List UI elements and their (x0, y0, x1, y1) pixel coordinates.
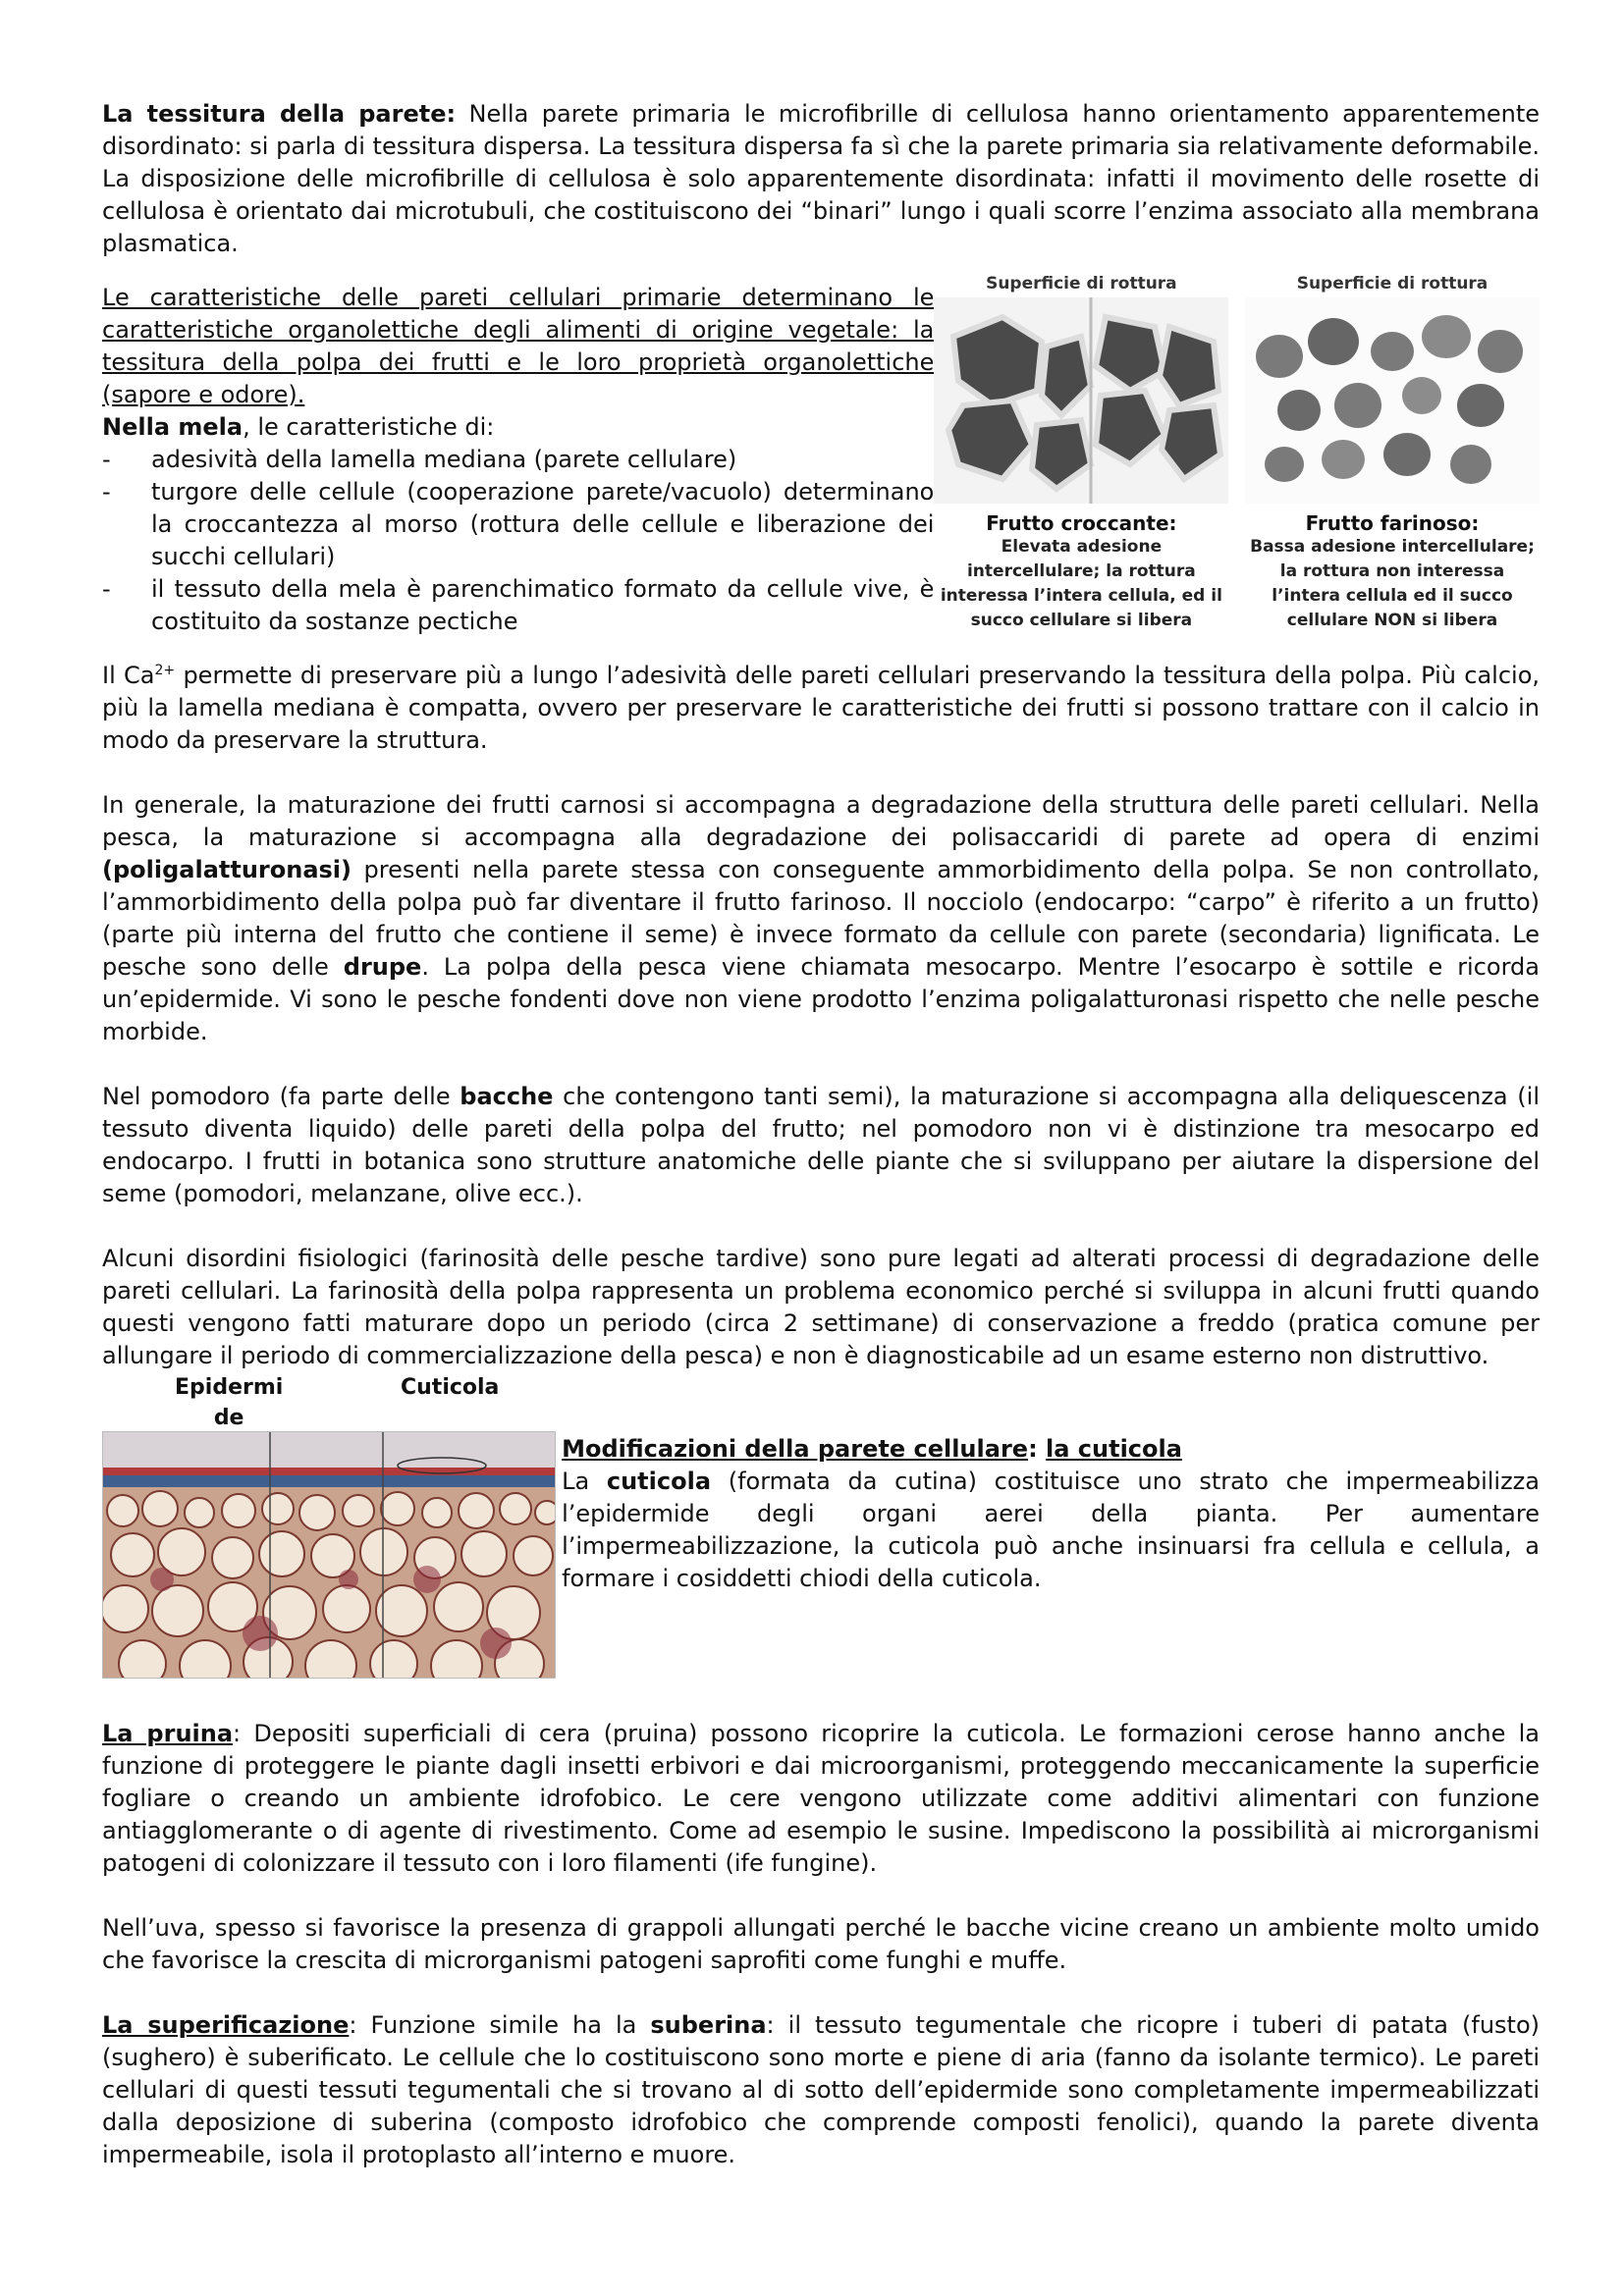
section-cuticola (102, 1372, 1540, 1679)
apple-fracture-figure (934, 272, 1540, 638)
text-suber-a: : Funzione simile ha la (349, 2011, 651, 2039)
paragraph-caratteristiche: Le caratteristiche delle pareti cellulari primarie determinano le caratteristiche organolettiche degli alimenti di origine vegetale: la tessitura della polpa dei frutti e le loro proprietà organolettiche (sapore e odore). (102, 284, 935, 408)
label-epidermide (175, 1372, 283, 1433)
cuticle-text (562, 1372, 1540, 1679)
paragraph-calcio (102, 660, 1540, 757)
paragraph-mela (102, 411, 934, 444)
paragraph-cuticola (562, 1466, 1540, 1595)
figure-title: Superficie di rottura (1296, 274, 1489, 294)
text-calcio: permette di preservare più a lungo l’adesività delle pareti cellulari preservando la tessitura della polpa. Più calcio, più la lamella mediana è compatta, ovvero per preservare le caratteristiche dei frutti si possono trattare con il calcio in modo da preservare la struttura. (102, 662, 1541, 754)
text-pomodoro-a: Nel pomodoro (fa parte delle (102, 1083, 460, 1110)
figure-caption: Elevata adesione intercellulare; la rottura interessa l’intera cellula, ed il succo cellulare si libera (940, 537, 1222, 630)
superscript: 2+ (154, 663, 176, 678)
paragraph-pesca (102, 789, 1540, 1048)
paragraph-uva: Nell’uva, spesso si favorisce la presenza di grappoli allungati perché le bacche vicine creano un ambiente molto umido che favorisce la crescita di microrganismi patogeni saprofiti come funghi e muffe. (102, 1914, 1540, 1974)
figure-title: Superficie di rottura (986, 274, 1177, 294)
title-cuticola: la cuticola (1046, 1435, 1182, 1463)
crisp-cells-image (934, 297, 1228, 504)
paragraph-disordini: Alcuni disordini fisiologici (farinosità delle pesche tardive) sono pure legati ad alterati processi di degradazione delle pareti cellulari. La farinosità della polpa rappresenta un problema economico perché si sviluppa in alcuni frutti quando questi vengono fatti maturare dopo un periodo (circa 2 settimane) di conservazione a freddo (pratica comune per allungare il periodo di commercializzazione della pesca) e non è diagnosticabile ad un esame esterno non distruttivo. (102, 1245, 1540, 1369)
bold-bacche: bacche (460, 1083, 554, 1110)
list-item: - il tessuto della mela è parenchimatico formato da cellule vive, è costituito da sostanze pectiche (102, 573, 934, 638)
paragraph-pruina (102, 1718, 1540, 1880)
text-mela: , le caratteristiche di: (243, 413, 495, 441)
bold-suberina: suberina (650, 2011, 767, 2039)
cuticle-image (102, 1431, 556, 1679)
figure-crisp (934, 272, 1228, 638)
crisp-cells-drawing (934, 297, 1228, 504)
paragraph-pomodoro (102, 1081, 1540, 1210)
section-mela (102, 274, 1540, 638)
paragraph-tessitura (102, 98, 1540, 260)
text-tessitura: Nella parete primaria le microfibrille di cellulosa hanno orientamento apparentemente disordinato: si parla di tessitura dispersa. La tessitura dispersa fa sì che la parete primaria sia relativamente deformabile. La disposizione delle microfibrille di cellulosa è solo apparentemente disordinata: infatti il movimento delle rosette di cellulosa è orientato dai microtubuli, che costituiscono dei “binari” lungo i quali scorre l’enzima associato alla membrana plasmatica. (102, 100, 1540, 257)
heading-tessitura: La tessitura della parete: (102, 100, 457, 128)
title-colon: : (1028, 1435, 1047, 1463)
figure-mealy (1245, 272, 1540, 638)
list-item: - adesività della lamella mediana (parete cellulare) (102, 444, 934, 476)
document-page (102, 98, 1540, 2171)
text-cuticola-a: La (562, 1468, 607, 1495)
heading-mela: Nella mela (102, 413, 244, 441)
list-item: - turgore delle cellule (cooperazione parete/vacuolo) determinano la croccantezza al morso (rottura delle cellule e liberazione dei succhi cellulari) (102, 476, 934, 573)
mealy-cells-drawing (1245, 297, 1540, 504)
heading-pruina: La pruina (102, 1720, 234, 1747)
cuticle-figure (102, 1372, 562, 1679)
mealy-cells-image (1245, 297, 1540, 504)
figure-caption-title: Frutto farinoso: (1305, 511, 1480, 535)
bold-poligalatturonasi: (poligalatturonasi) (102, 856, 352, 883)
text-ca: Il Ca (102, 662, 155, 689)
bullet-list (102, 444, 934, 638)
title-modificazioni: Modificazioni della parete cellulare (562, 1435, 1029, 1463)
cuticle-labels (102, 1372, 562, 1431)
figure-caption: Bassa adesione intercellulare; la rottura non interessa l’intera cellula ed il succo cellulare NON si libera (1250, 537, 1535, 630)
heading-superificazione: La superificazione (102, 2011, 350, 2039)
text-pesca-c: presenti nella parete stessa con conseguente ammorbidimento della polpa. Se non controllato, l’ammorbidimento della polpa può far diventare il frutto farinoso. Il nocciolo (endocarpo: “carpo” è riferito a un frutto) (parte più interna del frutto che contiene il seme) è invece formato da cellule con parete (secondaria) lignificata. Le pesche sono delle (102, 856, 1540, 981)
label-epidermide-1: Epidermi (175, 1375, 284, 1400)
cuticle-drawing (103, 1432, 555, 1678)
text-pomodoro-c: che contengono tanti semi), la maturazione si accompagna alla deliquescenza (il tessuto diventa liquido) delle pareti della polpa del frutto; nel pomodoro non vi è distinzione tra mesocarpo ed endocarpo. I frutti in botanica sono strutture anatomiche delle piante che si sviluppano per aiutare la dispersione del seme (pomodori, melanzane, olive ecc.). (102, 1083, 1540, 1207)
bold-cuticola: cuticola (606, 1468, 712, 1495)
label-cuticola: Cuticola (401, 1375, 500, 1400)
text-pesca-d: . La polpa della pesca viene chiamata mesocarpo. Mentre l’esocarpo è sottile e ricorda un’epidermide. Vi sono le pesche fondenti dove non viene prodotto l’enzima poligalatturonasi rispetto che nelle pesche morbide. (102, 953, 1540, 1045)
text-pesca-a: In generale, la maturazione dei frutti carnosi si accompagna a degradazione della struttura delle pareti cellulari. Nella pesca, la maturazione si accompagna alla degradazione dei polisaccaridi di parete ad opera di enzimi (102, 791, 1540, 851)
heading-cuticola (562, 1433, 1540, 1466)
paragraph-suberificazione (102, 2009, 1540, 2171)
text-pruina: : Depositi superficiali di cera (pruina) possono ricoprire la cuticola. Le formazioni cerose hanno anche la funzione di proteggere le piante dagli insetti erbivori e dai microorganismi, proteggendo meccanicamente la superficie fogliare o creando un ambiente idrofobico. Le cere vengono utilizzate come additivi alimentari con funzione antiagglomerante o di agente di rivestimento. Come ad esempio le susine. Impediscono la possibilità ai microrganismi patogeni di colonizzare il tessuto con i loro filamenti (ife fungine). (102, 1720, 1540, 1877)
bold-drupe: drupe (343, 953, 422, 981)
figure-caption-title: Frutto croccante: (986, 511, 1177, 535)
text-suber-c: : il tessuto tegumentale che ricopre i tuberi di patata (fusto) (sughero) è suberificato. Le cellule che lo costituiscono sono morte e piene di aria (fanno da isolante termico). Le pareti cellulari di questi tessuti tegumentali che si trovano al di sotto dell’epidermide sono completamente impermeabilizzati dalla deposizione di suberina (composto idrofobico che comprende composti fenolici), quando la parete diventa impermeabile, isola il protoplasto all’interno e muore. (102, 2011, 1541, 2168)
text-cuticola-c: (formata da cutina) costituisce uno strato che impermeabilizza l’epidermide degli organi aerei della pianta. Per aumentare l’impermeabilizzazione, la cuticola può anche insinuarsi fra cellula e cellula, a formare i cosiddetti chiodi della cuticola. (562, 1468, 1540, 1592)
label-epidermide-2: de (213, 1406, 244, 1430)
